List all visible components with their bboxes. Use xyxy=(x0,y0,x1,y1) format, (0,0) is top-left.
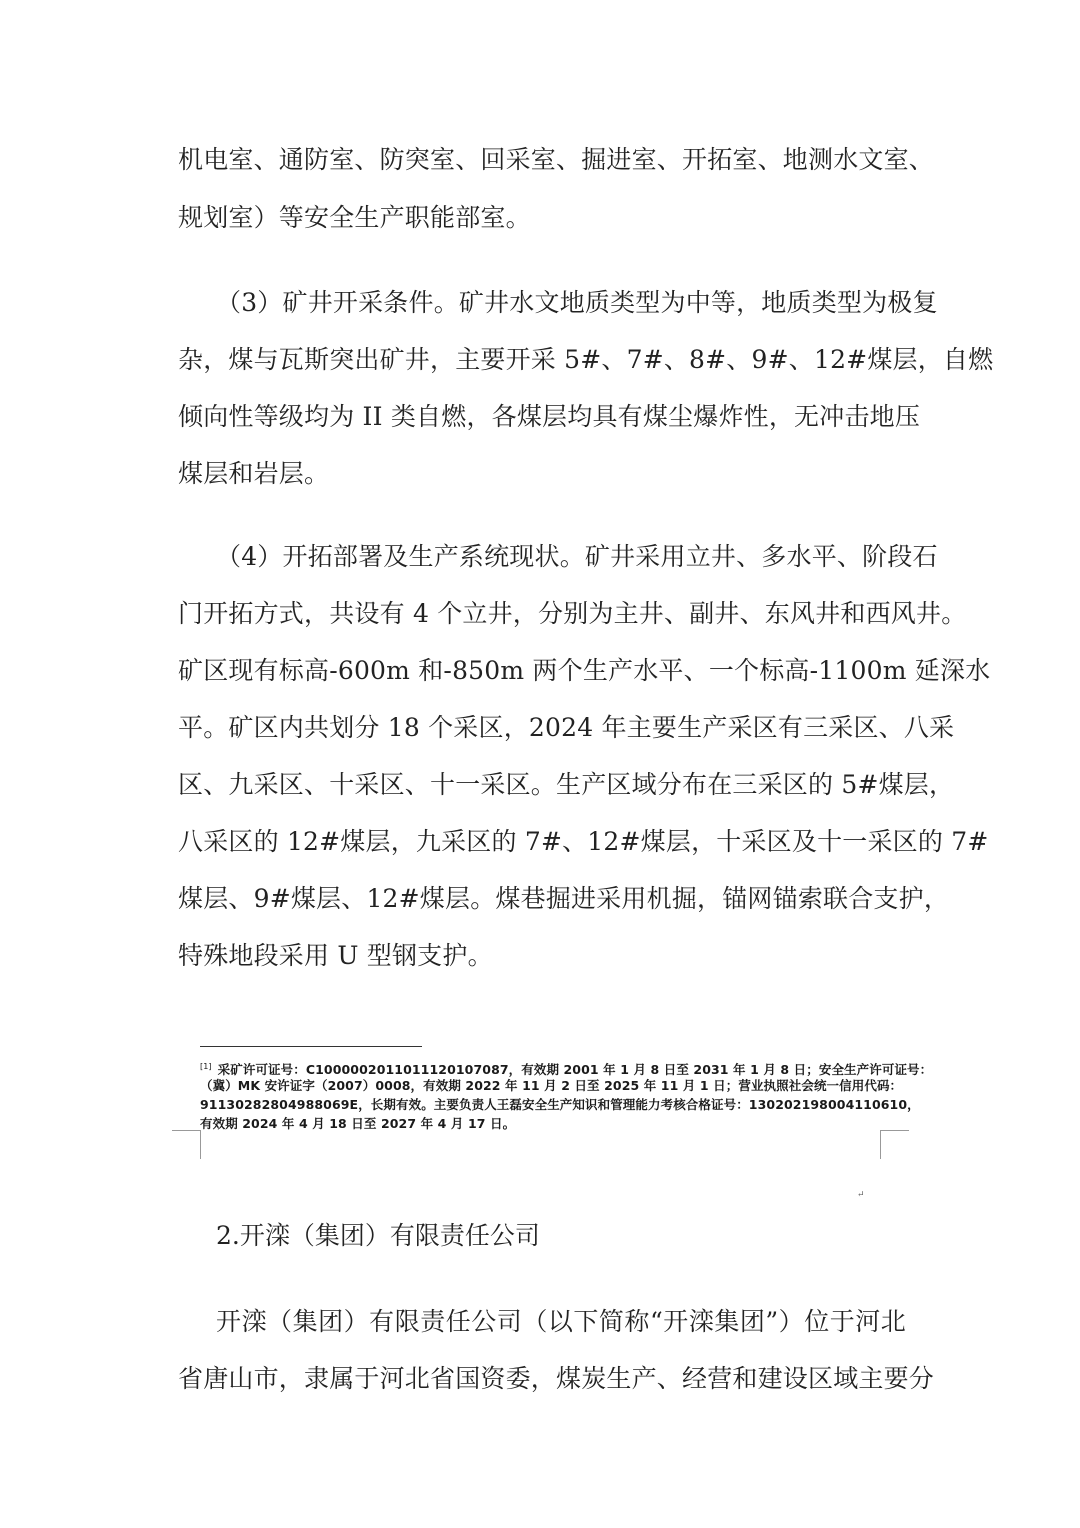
footnote-line: 91130282804988069E，长期有效。主要负责人王磊安全生产知识和管理能力考核合格证号：130202198004110610， xyxy=(200,1097,920,1112)
paragraph-line: 煤层和岩层。 xyxy=(178,459,330,488)
paragraph-line: 平。矿区内共划分 18 个采区，2024 年主要生产采区有三采区、八采 xyxy=(178,713,955,742)
footnote-text: 采矿许可证号：C1000002011011120107087，有效期 2001 年 1 月 8 日至 2031 年 1 月 8 日；安全生产许可证号： xyxy=(217,1062,933,1078)
crop-mark-left xyxy=(172,1130,201,1159)
paragraph-line: 规划室）等安全生产职能部室。 xyxy=(178,203,531,232)
paragraph-line: 区、九采区、十采区、十一采区。生产区域分布在三采区的 5#煤层， xyxy=(178,770,955,799)
footnote-line: （冀）MK 安许证字（2007）0008，有效期 2022 年 11 月 2 日至 2025 年 11 月 1 日；营业执照社会统一信用代码： xyxy=(200,1078,903,1093)
footnote-separator xyxy=(200,1046,422,1047)
paragraph-line: 开滦（集团）有限责任公司（以下简称“开滦集团”）位于河北 xyxy=(216,1307,906,1336)
paragraph-line: 省唐山市，隶属于河北省国资委，煤炭生产、经营和建设区域主要分 xyxy=(178,1364,935,1393)
paragraph-line: 门开拓方式，共设有 4 个立井，分别为主井、副井、东风井和西风井。 xyxy=(178,599,967,628)
paragraph-line: 八采区的 12#煤层，九采区的 7#、12#煤层，十采区及十一采区的 7# xyxy=(178,827,989,856)
paragraph-line: 机电室、通防室、防突室、回采室、掘进室、开拓室、地测水文室、 xyxy=(178,145,935,174)
paragraph-line: 矿区现有标高-600m 和-850m 两个生产水平、一个标高-1100m 延深水 xyxy=(178,656,991,685)
footnote-line: 有效期 2024 年 4 月 18 日至 2027 年 4 月 17 日。 xyxy=(200,1116,516,1131)
footnote-line xyxy=(200,1058,933,1078)
crop-mark-right xyxy=(880,1130,909,1159)
paragraph-line: （4）开拓部署及生产系统现状。矿井采用立井、多水平、阶段石 xyxy=(216,542,938,571)
section-heading: 2.开滦（集团）有限责任公司 xyxy=(216,1221,540,1250)
paragraph-line: 煤层、9#煤层、12#煤层。煤巷掘进采用机掘，锚网锚索联合支护， xyxy=(178,884,950,913)
paragraph-line: 特殊地段采用 U 型钢支护。 xyxy=(178,941,493,970)
paragraph-line: （3）矿井开采条件。矿井水文地质类型为中等，地质类型为极复 xyxy=(216,288,938,317)
paragraph-line: 杂，煤与瓦斯突出矿井，主要开采 5#、7#、8#、9#、12#煤层，自燃 xyxy=(178,345,994,374)
paragraph-line: 倾向性等级均为 II 类自燃，各煤层均具有煤尘爆炸性，无冲击地压 xyxy=(178,402,921,431)
paragraph-mark-icon: ↵ xyxy=(857,1190,865,1200)
footnote-marker: [1] xyxy=(200,1062,212,1071)
